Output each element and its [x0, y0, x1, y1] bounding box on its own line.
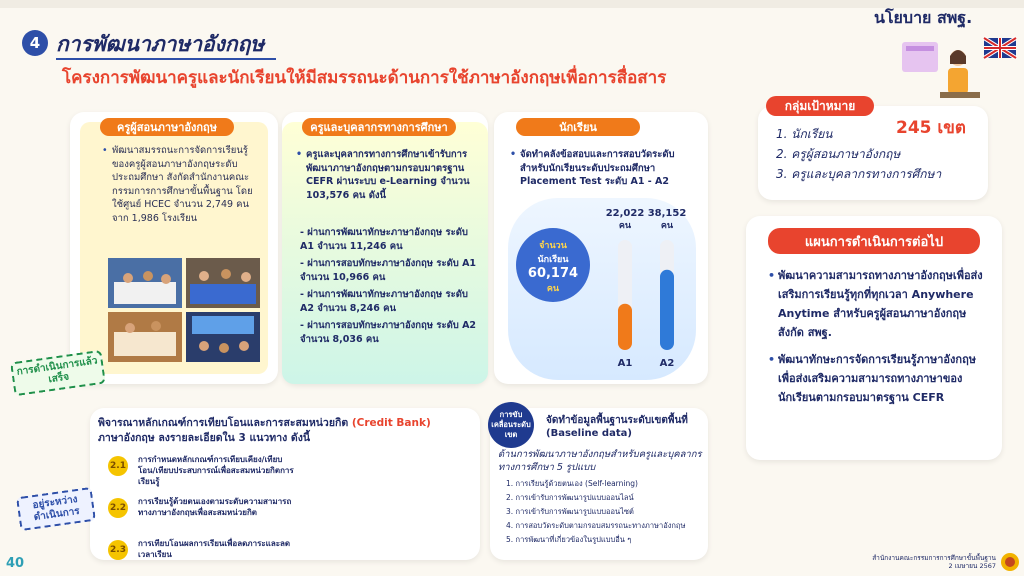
target-list	[776, 124, 976, 184]
teachers-photos	[108, 258, 260, 362]
bar-value-label: 38,152	[647, 208, 687, 219]
bar-category-label: A1	[617, 358, 633, 369]
credit-badge: 2.1	[108, 456, 128, 476]
credit-title	[98, 416, 478, 446]
bar-unit-label: คน	[618, 221, 632, 231]
status-stamp-ongoing-label: อยู่ระหว่างดำเนินการ	[31, 493, 81, 524]
bubble-value: 60,174	[527, 266, 579, 281]
placement-bar-chart	[596, 206, 696, 370]
footer-org-name: สำนักงานคณะกรรมการการศึกษาขั้นพื้นฐาน	[872, 554, 996, 562]
baseline-list	[506, 478, 702, 545]
page-number: 40	[6, 556, 25, 571]
credit-title-tag: (Credit Bank)	[351, 417, 431, 429]
plan-item: • พัฒนาทักษะการจัดการเรียนรู้ภาษาอังกฤษเพื่อส่งเสริมความสามารถทางภาษาของนักเรียนตามกรอบมาตรฐาน CEFR	[778, 350, 992, 407]
credit-badge: 2.3	[108, 540, 128, 560]
bar-category-label: A2	[659, 358, 675, 369]
bar-A2	[660, 270, 674, 350]
target-item: 1. นักเรียน	[776, 127, 833, 141]
bar-unit-label: คน	[660, 221, 674, 231]
staff-item: - ผ่านการสอบทักษะภาษาอังกฤษ ระดับ A2 จำนวน 8,036 คน	[300, 320, 477, 345]
staff-item: - ผ่านการพัฒนาทักษะภาษาอังกฤษ ระดับ A1 จำนวน 11,246 คน	[300, 227, 468, 252]
classroom-icon	[900, 36, 1018, 100]
plan-list	[778, 266, 992, 407]
baseline-sub: ด้านการพัฒนาภาษาอังกฤษสำหรับครูและบุคลากรทางการศึกษา 5 รูปแบบ	[498, 449, 702, 473]
students-text: • จัดทำคลังข้อสอบและการสอบวัดระดับสำหรับนักเรียนระดับประถมศึกษา Placement Test ระดับ A1 - A2	[520, 148, 700, 189]
bar-A1	[618, 304, 632, 350]
credit-item-text: การกำหนดหลักเกณฑ์การเทียบเคียง/เทียบโอน/เทียบประสบการณ์เพื่อสะสมหน่วยกิตการเรียนรู้	[138, 455, 294, 486]
baseline-item: 2. การเข้ารับการพัฒนารูปแบบออนไลน์	[506, 493, 634, 502]
project-subtitle: โครงการพัฒนาครูและนักเรียนให้มีสมรรถนะด้านการใช้ภาษาอังกฤษเพื่อการสื่อสาร	[62, 68, 667, 88]
baseline-item: 3. การเข้ารับการพัฒนารูปแบบออนไซต์	[506, 507, 634, 516]
target-pill: กลุ่มเป้าหมาย	[766, 96, 874, 116]
section-title: การพัฒนาภาษาอังกฤษ	[56, 32, 265, 56]
teachers-pill: ครูผู้สอนภาษาอังกฤษ	[100, 118, 234, 136]
students-bubble	[516, 228, 590, 302]
footer-date: 2 เมษายน 2567	[948, 562, 996, 570]
plan-item: • พัฒนาความสามารถทางภาษาอังกฤษเพื่อส่งเสริมการเรียนรู้ทุกที่ทุกเวลา Anywhere Anytime สำหรับครูผู้สอนภาษาอังกฤษ สังกัด สพฐ.	[778, 266, 992, 342]
target-item: 3. ครูและบุคลากรทางการศึกษา	[776, 167, 942, 181]
staff-list	[300, 226, 484, 346]
obec-logo-icon	[1000, 552, 1020, 572]
obec-logo	[1000, 552, 1020, 572]
driving-badge-label: การขับเคลื่อนระดับเขต	[491, 410, 531, 439]
title-underline	[56, 58, 276, 60]
section-number: 4	[22, 30, 48, 56]
staff-pill: ครูและบุคลากรทางการศึกษา	[302, 118, 456, 136]
bubble-mid: นักเรียน	[537, 255, 569, 265]
bar-value-label: 22,022	[605, 208, 645, 219]
teachers-text: • พัฒนาสมรรถนะการจัดการเรียนรู้ของครูผู้สอนภาษาอังกฤษระดับประถมศึกษา สังกัดสำนักงานคณะกรรมการการศึกษาขั้นพื้นฐาน โดยใช้ศูนย์ HCEC จำนวน 2,749 คน จาก 1,986 โรงเรียน	[112, 144, 262, 225]
staff-item: - ผ่านการสอบทักษะภาษาอังกฤษ ระดับ A1 จำนวน 10,966 คน	[300, 258, 477, 283]
credit-title-main: พิจารณาหลักเกณฑ์การเทียบโอนและการสะสมหน่วยกิต	[98, 417, 349, 429]
baseline-item: 4. การสอบวัดระดับตามกรอบสมรรถนะทางภาษาอังกฤษ	[506, 521, 686, 530]
credit-title-rest: ภาษาอังกฤษ ลงรายละเอียดใน 3 แนวทาง ดังนี้	[98, 432, 311, 444]
bubble-unit: คน	[546, 284, 560, 294]
baseline-item: 5. การพัฒนาที่เกี่ยวข้องในรูปแบบอื่น ๆ	[506, 535, 632, 544]
policy-label: นโยบาย สพฐ.	[874, 8, 973, 27]
status-stamp-done-label: การดำเนินการแล้วเสร็จ	[15, 355, 99, 386]
staff-intro: • ครูและบุคลากรทางการศึกษาเข้ารับการพัฒนาภาษาอังกฤษตามกรอบมาตรฐาน CEFR ผ่านระบบ e-Learning จำนวน 103,576 คน ดังนี้	[306, 148, 482, 202]
workshop-photo-icon	[108, 258, 260, 362]
driving-badge	[488, 402, 534, 448]
status-stamp-done	[10, 350, 106, 396]
credit-item-text: การเทียบโอนผลการเรียนเพื่อลดภาระและลดเวลาเรียน	[138, 539, 291, 559]
teacher-illustration	[900, 36, 1018, 100]
credit-badge: 2.2	[108, 498, 128, 518]
staff-item: - ผ่านการพัฒนาทักษะภาษาอังกฤษ ระดับ A2 จำนวน 8,246 คน	[300, 289, 468, 314]
credit-item-text: การเรียนรู้ด้วยตนเองตามระดับความสามารถทางภาษาอังกฤษเพื่อสะสมหน่วยกิต	[138, 497, 292, 517]
students-pill: นักเรียน	[516, 118, 640, 136]
plan-pill: แผนการดำเนินการต่อไป	[768, 228, 980, 254]
target-count: 245 เขต	[896, 118, 966, 138]
top-band	[0, 0, 1024, 8]
baseline-item: 1. การเรียนรู้ด้วยตนเอง (Self-learning)	[506, 479, 638, 488]
status-stamp-ongoing	[16, 487, 96, 531]
target-item: 2. ครูผู้สอนภาษาอังกฤษ	[776, 147, 901, 161]
baseline-title: จัดทำข้อมูลพื้นฐานระดับเขตพื้นที่ (Baseline data)	[546, 415, 688, 439]
footer-org	[824, 554, 996, 570]
bubble-top: จำนวน	[539, 241, 567, 251]
